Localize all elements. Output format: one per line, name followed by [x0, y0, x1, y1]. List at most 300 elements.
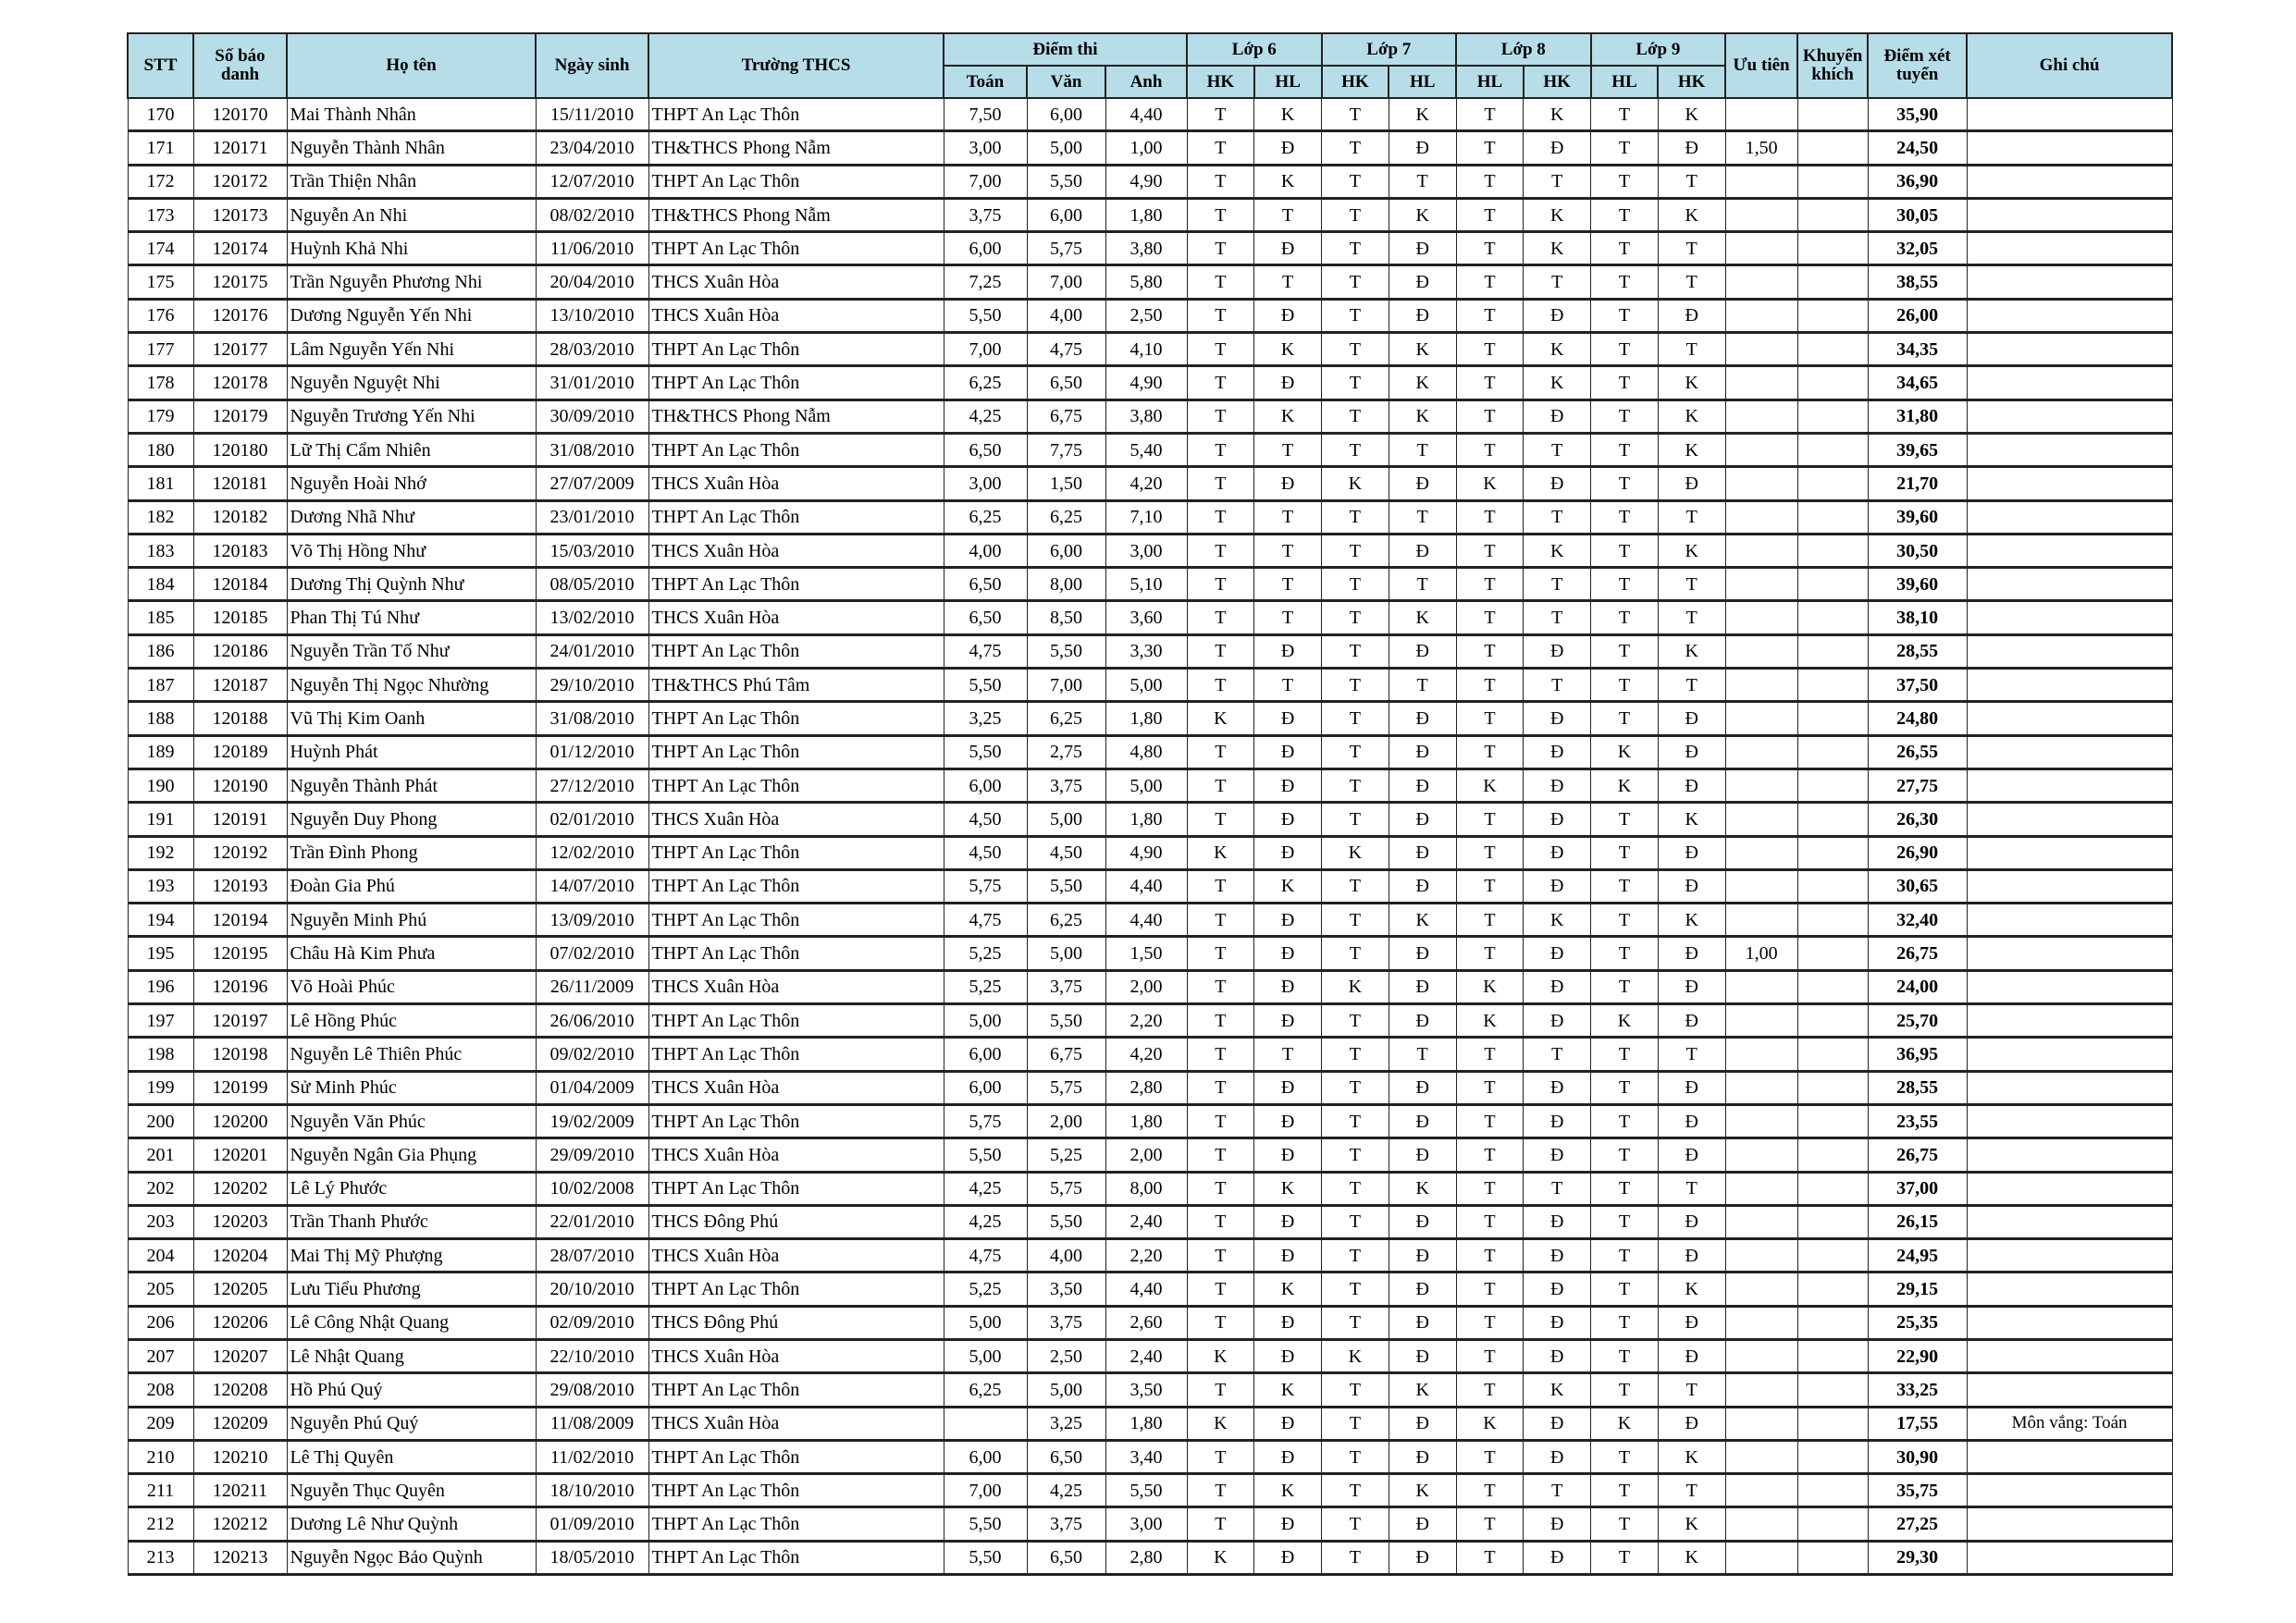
- cell-diem-xet-tuyen: 26,75: [1868, 1138, 1967, 1172]
- cell-uu-tien: [1725, 1038, 1797, 1071]
- cell-van: 4,00: [1027, 1239, 1105, 1273]
- table-row: [128, 669, 2172, 702]
- cell-ho-ten: Trần Đình Phong: [287, 836, 536, 869]
- cell-lop9-hl: T: [1591, 904, 1659, 937]
- cell-lop9-hk: K: [1658, 1507, 1725, 1541]
- cell-ghi-chu: [1967, 500, 2172, 534]
- cell-truong: THPT An Lạc Thôn: [648, 500, 944, 534]
- cell-anh: 5,00: [1105, 669, 1187, 702]
- cell-lop8-hk: T: [1524, 165, 1591, 198]
- cell-uu-tien: [1725, 400, 1797, 433]
- cell-ngay-sinh: 22/10/2010: [536, 1339, 648, 1372]
- cell-lop8-hl: T: [1456, 869, 1524, 903]
- cell-lop8-hk: Đ: [1524, 803, 1591, 836]
- cell-stt: 207: [128, 1339, 193, 1372]
- cell-van: 7,00: [1027, 265, 1105, 299]
- cell-khuyen-khich: [1797, 131, 1868, 165]
- cell-khuyen-khich: [1797, 803, 1868, 836]
- cell-ngay-sinh: 10/02/2008: [536, 1172, 648, 1205]
- cell-sbd: 120185: [193, 601, 287, 634]
- cell-lop7-hk: T: [1322, 1507, 1389, 1541]
- cell-sbd: 120195: [193, 937, 287, 970]
- cell-khuyen-khich: [1797, 1172, 1868, 1205]
- cell-ho-ten: Nguyễn Ngọc Bảo Quỳnh: [287, 1541, 536, 1574]
- cell-ngay-sinh: 14/07/2010: [536, 869, 648, 903]
- cell-lop8-hl: K: [1456, 970, 1524, 1003]
- cell-truong: THCS Xuân Hòa: [648, 1071, 944, 1104]
- cell-diem-xet-tuyen: 24,50: [1868, 131, 1967, 165]
- cell-ho-ten: Nguyễn Trương Yến Nhi: [287, 400, 536, 433]
- cell-truong: THPT An Lạc Thôn: [648, 1038, 944, 1071]
- cell-lop9-hl: T: [1591, 534, 1659, 567]
- cell-stt: 213: [128, 1541, 193, 1574]
- table-row: [128, 1239, 2172, 1273]
- cell-ghi-chu: [1967, 836, 2172, 869]
- cell-lop6-hl: Đ: [1254, 937, 1322, 970]
- cell-toan: 5,00: [944, 1306, 1027, 1339]
- cell-ho-ten: Nguyễn Ngân Gia Phụng: [287, 1138, 536, 1172]
- cell-lop6-hl: Đ: [1254, 1239, 1322, 1273]
- cell-lop9-hl: T: [1591, 265, 1659, 299]
- cell-lop8-hk: Đ: [1524, 1306, 1591, 1339]
- cell-anh: 2,80: [1105, 1541, 1187, 1574]
- cell-uu-tien: [1725, 836, 1797, 869]
- cell-lop7-hl: K: [1389, 1474, 1456, 1507]
- cell-lop7-hl: Đ: [1389, 265, 1456, 299]
- header-sub: HL: [1456, 66, 1524, 98]
- cell-khuyen-khich: [1797, 1038, 1868, 1071]
- cell-anh: 2,00: [1105, 970, 1187, 1003]
- cell-ngay-sinh: 31/08/2010: [536, 433, 648, 466]
- cell-lop7-hl: K: [1389, 400, 1456, 433]
- cell-khuyen-khich: [1797, 1474, 1868, 1507]
- cell-lop9-hk: T: [1658, 1474, 1725, 1507]
- cell-lop6-hk: T: [1187, 970, 1254, 1003]
- cell-lop7-hl: T: [1389, 669, 1456, 702]
- header-van: Văn: [1027, 66, 1105, 98]
- cell-sbd: 120204: [193, 1239, 287, 1273]
- cell-uu-tien: [1725, 1205, 1797, 1238]
- cell-toan: 6,25: [944, 500, 1027, 534]
- cell-lop8-hk: Đ: [1524, 1138, 1591, 1172]
- cell-diem-xet-tuyen: 29,15: [1868, 1273, 1967, 1306]
- cell-lop6-hl: Đ: [1254, 1407, 1322, 1440]
- cell-ho-ten: Võ Thị Hồng Như: [287, 534, 536, 567]
- cell-lop6-hl: Đ: [1254, 366, 1322, 400]
- cell-lop6-hl: K: [1254, 98, 1322, 131]
- cell-ghi-chu: [1967, 165, 2172, 198]
- cell-lop9-hl: T: [1591, 1306, 1659, 1339]
- cell-lop8-hk: K: [1524, 232, 1591, 265]
- cell-sbd: 120172: [193, 165, 287, 198]
- cell-sbd: 120179: [193, 400, 287, 433]
- cell-lop7-hk: T: [1322, 98, 1389, 131]
- cell-uu-tien: [1725, 366, 1797, 400]
- cell-lop7-hk: T: [1322, 232, 1389, 265]
- cell-lop7-hl: Đ: [1389, 869, 1456, 903]
- cell-van: 3,75: [1027, 970, 1105, 1003]
- table-body: [128, 98, 2172, 1575]
- cell-lop9-hk: Đ: [1658, 970, 1725, 1003]
- cell-truong: THPT An Lạc Thôn: [648, 836, 944, 869]
- cell-diem-xet-tuyen: 30,50: [1868, 534, 1967, 567]
- cell-khuyen-khich: [1797, 299, 1868, 332]
- cell-toan: 5,00: [944, 1339, 1027, 1372]
- cell-lop9-hk: K: [1658, 198, 1725, 231]
- cell-lop7-hl: Đ: [1389, 131, 1456, 165]
- cell-khuyen-khich: [1797, 735, 1868, 768]
- cell-toan: 3,75: [944, 198, 1027, 231]
- cell-lop8-hk: Đ: [1524, 836, 1591, 869]
- cell-khuyen-khich: [1797, 333, 1868, 366]
- cell-sbd: 120211: [193, 1474, 287, 1507]
- cell-diem-xet-tuyen: 32,05: [1868, 232, 1967, 265]
- cell-sbd: 120194: [193, 904, 287, 937]
- cell-lop9-hk: Đ: [1658, 768, 1725, 802]
- table-row: [128, 1138, 2172, 1172]
- cell-toan: 6,50: [944, 568, 1027, 601]
- cell-uu-tien: [1725, 1440, 1797, 1473]
- cell-lop9-hk: Đ: [1658, 1306, 1725, 1339]
- cell-ghi-chu: [1967, 534, 2172, 567]
- cell-lop9-hk: Đ: [1658, 1071, 1725, 1104]
- cell-stt: 171: [128, 131, 193, 165]
- cell-lop7-hk: T: [1322, 634, 1389, 668]
- table-row: [128, 568, 2172, 601]
- cell-truong: THPT An Lạc Thôn: [648, 366, 944, 400]
- cell-van: 2,75: [1027, 735, 1105, 768]
- cell-anh: 3,80: [1105, 400, 1187, 433]
- cell-lop7-hl: Đ: [1389, 1205, 1456, 1238]
- cell-khuyen-khich: [1797, 1507, 1868, 1541]
- cell-lop7-hl: K: [1389, 366, 1456, 400]
- cell-ghi-chu: [1967, 1373, 2172, 1407]
- cell-lop9-hl: T: [1591, 1273, 1659, 1306]
- cell-toan: 4,75: [944, 634, 1027, 668]
- cell-van: 6,00: [1027, 534, 1105, 567]
- cell-sbd: 120173: [193, 198, 287, 231]
- cell-lop8-hk: T: [1524, 1474, 1591, 1507]
- header-sub: HK: [1187, 66, 1254, 98]
- cell-lop9-hk: T: [1658, 165, 1725, 198]
- cell-toan: 6,00: [944, 1038, 1027, 1071]
- cell-toan: 4,50: [944, 836, 1027, 869]
- cell-lop7-hk: T: [1322, 333, 1389, 366]
- cell-lop8-hk: Đ: [1524, 1440, 1591, 1473]
- cell-lop6-hk: T: [1187, 1071, 1254, 1104]
- cell-diem-xet-tuyen: 34,35: [1868, 333, 1967, 366]
- cell-diem-xet-tuyen: 26,55: [1868, 735, 1967, 768]
- cell-khuyen-khich: [1797, 634, 1868, 668]
- cell-ghi-chu: [1967, 1339, 2172, 1372]
- cell-lop9-hk: K: [1658, 803, 1725, 836]
- cell-uu-tien: [1725, 433, 1797, 466]
- cell-anh: 2,20: [1105, 1004, 1187, 1038]
- cell-toan: 4,75: [944, 904, 1027, 937]
- cell-lop8-hk: T: [1524, 500, 1591, 534]
- cell-ho-ten: Nguyễn Duy Phong: [287, 803, 536, 836]
- cell-khuyen-khich: [1797, 232, 1868, 265]
- cell-lop8-hl: T: [1456, 1138, 1524, 1172]
- cell-sbd: 120178: [193, 366, 287, 400]
- cell-stt: 202: [128, 1172, 193, 1205]
- cell-van: 5,75: [1027, 232, 1105, 265]
- cell-sbd: 120190: [193, 768, 287, 802]
- cell-lop6-hk: K: [1187, 702, 1254, 735]
- cell-toan: 3,25: [944, 702, 1027, 735]
- cell-lop7-hl: K: [1389, 333, 1456, 366]
- cell-stt: 200: [128, 1104, 193, 1137]
- cell-toan: 3,00: [944, 467, 1027, 500]
- cell-lop8-hk: K: [1524, 333, 1591, 366]
- cell-lop8-hk: Đ: [1524, 1507, 1591, 1541]
- cell-diem-xet-tuyen: 35,90: [1868, 98, 1967, 131]
- table-row: [128, 937, 2172, 970]
- cell-lop7-hl: Đ: [1389, 702, 1456, 735]
- cell-lop6-hk: T: [1187, 1440, 1254, 1473]
- cell-lop6-hk: T: [1187, 1306, 1254, 1339]
- cell-lop6-hk: T: [1187, 1038, 1254, 1071]
- cell-lop7-hl: T: [1389, 500, 1456, 534]
- cell-truong: THPT An Lạc Thôn: [648, 869, 944, 903]
- cell-sbd: 120182: [193, 500, 287, 534]
- cell-lop8-hl: T: [1456, 836, 1524, 869]
- cell-lop9-hl: T: [1591, 467, 1659, 500]
- cell-lop9-hl: T: [1591, 165, 1659, 198]
- cell-lop8-hl: T: [1456, 1373, 1524, 1407]
- cell-lop8-hl: T: [1456, 333, 1524, 366]
- cell-ghi-chu: [1967, 735, 2172, 768]
- cell-truong: THPT An Lạc Thôn: [648, 735, 944, 768]
- cell-stt: 182: [128, 500, 193, 534]
- cell-ngay-sinh: 20/10/2010: [536, 1273, 648, 1306]
- cell-toan: 5,25: [944, 937, 1027, 970]
- cell-lop8-hk: Đ: [1524, 970, 1591, 1003]
- header-lop7: Lớp 7: [1322, 33, 1457, 66]
- table-row: [128, 869, 2172, 903]
- cell-truong: TH&THCS Phong Nẫm: [648, 198, 944, 231]
- table-row: [128, 1440, 2172, 1473]
- cell-uu-tien: [1725, 1004, 1797, 1038]
- cell-lop8-hk: Đ: [1524, 131, 1591, 165]
- cell-lop7-hk: T: [1322, 165, 1389, 198]
- cell-diem-xet-tuyen: 17,55: [1868, 1407, 1967, 1440]
- cell-lop6-hl: K: [1254, 400, 1322, 433]
- cell-sbd: 120209: [193, 1407, 287, 1440]
- cell-truong: THPT An Lạc Thôn: [648, 1507, 944, 1541]
- cell-lop9-hl: T: [1591, 98, 1659, 131]
- cell-lop6-hl: Đ: [1254, 1205, 1322, 1238]
- cell-lop9-hk: Đ: [1658, 836, 1725, 869]
- cell-lop7-hk: T: [1322, 937, 1389, 970]
- cell-stt: 205: [128, 1273, 193, 1306]
- cell-lop9-hl: K: [1591, 1004, 1659, 1038]
- cell-uu-tien: [1725, 1541, 1797, 1574]
- cell-anh: 2,40: [1105, 1205, 1187, 1238]
- cell-truong: THPT An Lạc Thôn: [648, 1440, 944, 1473]
- cell-diem-xet-tuyen: 26,75: [1868, 937, 1967, 970]
- cell-diem-xet-tuyen: 39,65: [1868, 433, 1967, 466]
- cell-uu-tien: [1725, 1071, 1797, 1104]
- cell-uu-tien: [1725, 568, 1797, 601]
- cell-ho-ten: Lê Công Nhật Quang: [287, 1306, 536, 1339]
- cell-uu-tien: [1725, 232, 1797, 265]
- cell-lop8-hl: K: [1456, 1004, 1524, 1038]
- cell-lop9-hk: K: [1658, 904, 1725, 937]
- cell-lop9-hk: Đ: [1658, 702, 1725, 735]
- cell-lop6-hk: T: [1187, 198, 1254, 231]
- cell-lop9-hl: K: [1591, 735, 1659, 768]
- cell-lop6-hk: T: [1187, 165, 1254, 198]
- cell-lop8-hk: K: [1524, 1373, 1591, 1407]
- cell-diem-xet-tuyen: 26,15: [1868, 1205, 1967, 1238]
- header-sbd: Số báo danh: [193, 33, 287, 98]
- cell-ghi-chu: [1967, 265, 2172, 299]
- cell-diem-xet-tuyen: 37,00: [1868, 1172, 1967, 1205]
- cell-lop7-hk: T: [1322, 702, 1389, 735]
- cell-toan: 4,50: [944, 803, 1027, 836]
- cell-lop7-hl: K: [1389, 601, 1456, 634]
- cell-khuyen-khich: [1797, 1071, 1868, 1104]
- cell-stt: 194: [128, 904, 193, 937]
- cell-lop9-hk: Đ: [1658, 1004, 1725, 1038]
- cell-toan: 5,75: [944, 1104, 1027, 1137]
- cell-ngay-sinh: 31/08/2010: [536, 702, 648, 735]
- cell-sbd: 120177: [193, 333, 287, 366]
- cell-lop6-hk: K: [1187, 1407, 1254, 1440]
- cell-lop9-hl: T: [1591, 869, 1659, 903]
- cell-lop8-hk: Đ: [1524, 702, 1591, 735]
- cell-toan: [944, 1407, 1027, 1440]
- cell-truong: THCS Xuân Hòa: [648, 534, 944, 567]
- cell-ghi-chu: [1967, 333, 2172, 366]
- cell-uu-tien: [1725, 198, 1797, 231]
- cell-lop9-hl: T: [1591, 333, 1659, 366]
- cell-stt: 190: [128, 768, 193, 802]
- cell-lop9-hk: Đ: [1658, 1339, 1725, 1372]
- cell-diem-xet-tuyen: 28,55: [1868, 1071, 1967, 1104]
- cell-ho-ten: Trần Nguyễn Phương Nhi: [287, 265, 536, 299]
- cell-toan: 6,50: [944, 433, 1027, 466]
- cell-truong: THCS Xuân Hòa: [648, 970, 944, 1003]
- cell-lop7-hk: K: [1322, 970, 1389, 1003]
- cell-uu-tien: [1725, 601, 1797, 634]
- table-row: [128, 232, 2172, 265]
- cell-diem-xet-tuyen: 39,60: [1868, 568, 1967, 601]
- cell-uu-tien: [1725, 1104, 1797, 1137]
- cell-ho-ten: Nguyễn Thục Quyên: [287, 1474, 536, 1507]
- header-uu-tien: Ưu tiên: [1725, 33, 1797, 98]
- cell-ho-ten: Nguyễn Phú Quý: [287, 1407, 536, 1440]
- cell-lop7-hl: Đ: [1389, 634, 1456, 668]
- cell-ghi-chu: [1967, 400, 2172, 433]
- cell-ho-ten: Nguyễn Thành Phát: [287, 768, 536, 802]
- cell-lop9-hk: Đ: [1658, 1138, 1725, 1172]
- cell-ghi-chu: [1967, 1104, 2172, 1137]
- cell-ho-ten: Đoàn Gia Phú: [287, 869, 536, 903]
- cell-van: 6,50: [1027, 1440, 1105, 1473]
- cell-ghi-chu: [1967, 1239, 2172, 1273]
- cell-ngay-sinh: 26/11/2009: [536, 970, 648, 1003]
- cell-lop8-hl: T: [1456, 131, 1524, 165]
- cell-stt: 173: [128, 198, 193, 231]
- cell-ghi-chu: [1967, 1138, 2172, 1172]
- cell-lop7-hk: T: [1322, 904, 1389, 937]
- cell-van: 2,50: [1027, 1339, 1105, 1372]
- cell-ngay-sinh: 27/07/2009: [536, 467, 648, 500]
- cell-lop7-hl: Đ: [1389, 1104, 1456, 1137]
- cell-truong: THPT An Lạc Thôn: [648, 568, 944, 601]
- cell-lop6-hk: T: [1187, 1474, 1254, 1507]
- cell-toan: 5,25: [944, 1273, 1027, 1306]
- table-row: [128, 904, 2172, 937]
- cell-uu-tien: [1725, 165, 1797, 198]
- cell-van: 6,50: [1027, 1541, 1105, 1574]
- cell-lop6-hl: Đ: [1254, 1541, 1322, 1574]
- cell-lop9-hl: T: [1591, 299, 1659, 332]
- cell-anh: 5,50: [1105, 1474, 1187, 1507]
- cell-lop8-hl: K: [1456, 1407, 1524, 1440]
- cell-stt: 181: [128, 467, 193, 500]
- cell-stt: 204: [128, 1239, 193, 1273]
- cell-ghi-chu: [1967, 669, 2172, 702]
- cell-lop6-hk: K: [1187, 1339, 1254, 1372]
- table-row: [128, 1339, 2172, 1372]
- cell-diem-xet-tuyen: 36,90: [1868, 165, 1967, 198]
- cell-stt: 211: [128, 1474, 193, 1507]
- cell-ghi-chu: [1967, 1541, 2172, 1574]
- cell-ho-ten: Dương Nguyễn Yến Nhi: [287, 299, 536, 332]
- cell-sbd: 120193: [193, 869, 287, 903]
- cell-anh: 4,40: [1105, 869, 1187, 903]
- cell-lop6-hl: T: [1254, 534, 1322, 567]
- cell-lop8-hl: T: [1456, 1205, 1524, 1238]
- cell-ngay-sinh: 12/07/2010: [536, 165, 648, 198]
- cell-ngay-sinh: 02/09/2010: [536, 1306, 648, 1339]
- cell-truong: THPT An Lạc Thôn: [648, 634, 944, 668]
- cell-van: 5,00: [1027, 937, 1105, 970]
- cell-diem-xet-tuyen: 22,90: [1868, 1339, 1967, 1372]
- cell-lop6-hl: Đ: [1254, 1138, 1322, 1172]
- cell-lop6-hk: T: [1187, 534, 1254, 567]
- cell-khuyen-khich: [1797, 836, 1868, 869]
- cell-diem-xet-tuyen: 39,60: [1868, 500, 1967, 534]
- cell-lop7-hk: T: [1322, 1104, 1389, 1137]
- cell-lop9-hk: T: [1658, 1038, 1725, 1071]
- cell-sbd: 120205: [193, 1273, 287, 1306]
- cell-lop7-hl: Đ: [1389, 1306, 1456, 1339]
- cell-stt: 192: [128, 836, 193, 869]
- cell-ngay-sinh: 30/09/2010: [536, 400, 648, 433]
- table-row: [128, 1474, 2172, 1507]
- cell-anh: 4,90: [1105, 836, 1187, 869]
- cell-lop6-hk: T: [1187, 131, 1254, 165]
- cell-ngay-sinh: 18/05/2010: [536, 1541, 648, 1574]
- cell-ghi-chu: [1967, 1172, 2172, 1205]
- cell-lop7-hk: K: [1322, 467, 1389, 500]
- cell-ghi-chu: [1967, 568, 2172, 601]
- table-row: [128, 1104, 2172, 1137]
- cell-diem-xet-tuyen: 21,70: [1868, 467, 1967, 500]
- cell-sbd: 120207: [193, 1339, 287, 1372]
- cell-lop6-hl: T: [1254, 500, 1322, 534]
- cell-uu-tien: [1725, 534, 1797, 567]
- cell-lop7-hl: K: [1389, 198, 1456, 231]
- header-sub: HK: [1322, 66, 1389, 98]
- cell-stt: 175: [128, 265, 193, 299]
- cell-lop6-hl: Đ: [1254, 768, 1322, 802]
- cell-khuyen-khich: [1797, 869, 1868, 903]
